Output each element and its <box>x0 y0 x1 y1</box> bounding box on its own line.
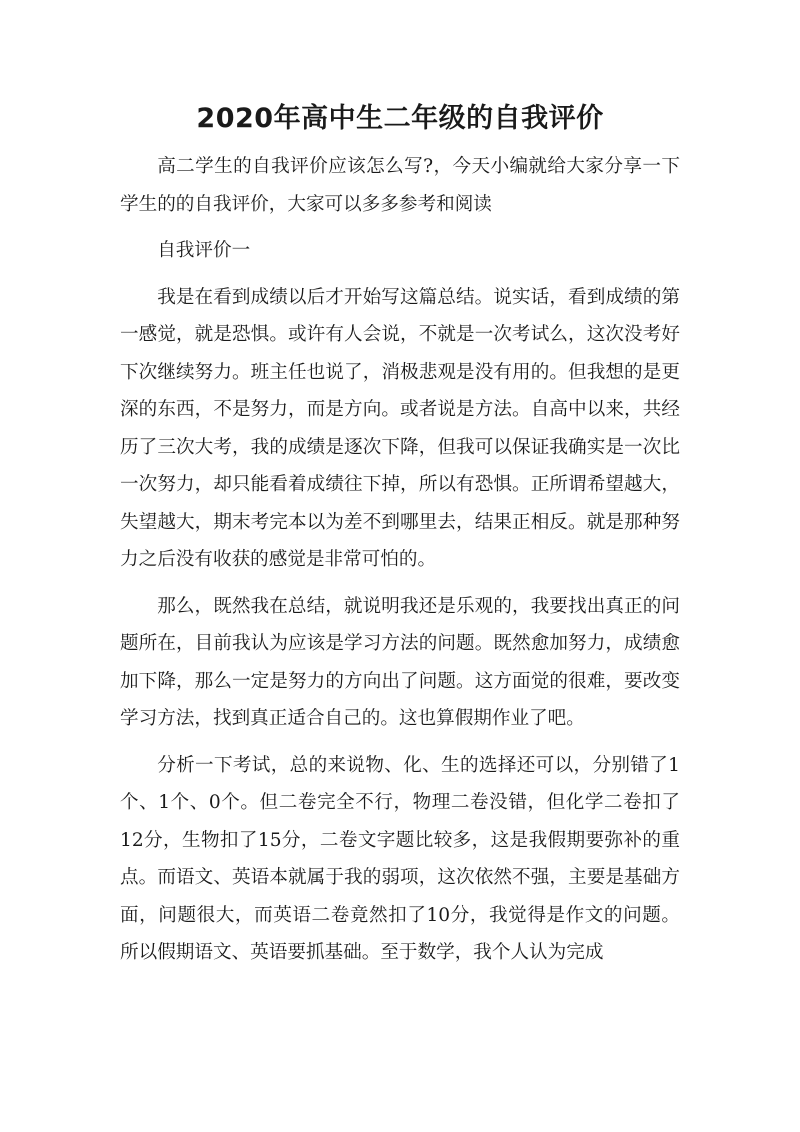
section-heading: 自我评价一 <box>157 240 251 261</box>
document-page <box>120 96 680 981</box>
intro-paragraph: 高二学生的自我评价应该怎么写?，今天小编就给大家分享一下学生的的自我评价，大家可以多多参考和阅读 <box>120 156 680 215</box>
document-title: 2020年高中生二年级的自我评价 <box>196 103 604 134</box>
body-paragraph: 那么，既然我在总结，就说明我还是乐观的，我要找出真正的问题所在，目前我认为应该是学习方法的问题。既然愈加努力，成绩愈加下降，那么一定是努力的方向出了问题。这方面觉的很难，要改变学习方法，找到真正适合自己的。这也算假期作业了吧。 <box>120 595 680 729</box>
body-paragraph: 分析一下考试，总的来说物、化、生的选择还可以，分别错了1个、1个、0个。但二卷完全不行，物理二卷没错，但化学二卷扣了12分，生物扣了15分，二卷文字题比较多，这是我假期要弥补的重点。而语文、英语本就属于我的弱项，这次依然不强，主要是基础方面，问题很大，而英语二卷竟然扣了10分，我觉得是作文的问题。所以假期语文、英语要抓基础。至于数学，我个人认为完成 <box>120 754 680 963</box>
body-paragraph: 我是在看到成绩以后才开始写这篇总结。说实话，看到成绩的第一感觉，就是恐惧。或许有人会说，不就是一次考试么，这次没考好下次继续努力。班主任也说了，消极悲观是没有用的。但我想的是更深的东西，不是努力，而是方向。或者说是方法。自高中以来，共经历了三次大考，我的成绩是逐次下降，但我可以保证我确实是一次比一次努力，却只能看着成绩往下掉，所以有恐惧。正所谓希望越大，失望越大，期末考完本以为差不到哪里去，结果正相反。就是那种努力之后没有收获的感觉是非常可怕的。 <box>120 286 680 570</box>
